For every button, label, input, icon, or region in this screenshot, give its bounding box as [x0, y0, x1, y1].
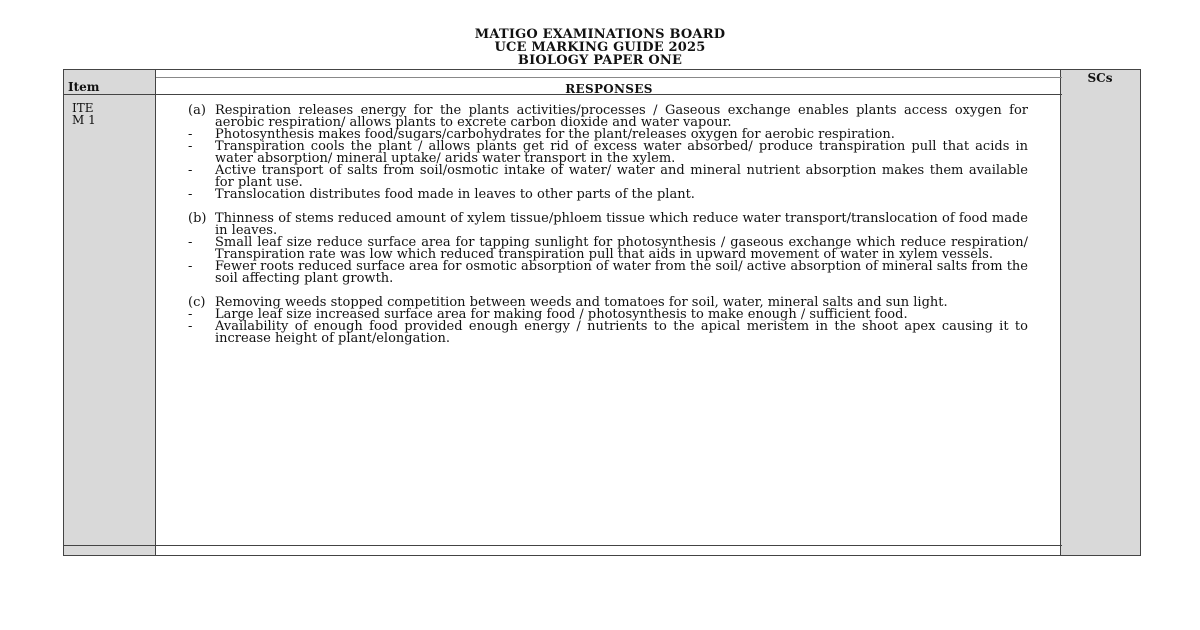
response-b-marker: (b) — [188, 211, 207, 226]
response-a-bullet-text: Translocation distributes food made in leaves to other parts of the plant. — [215, 187, 695, 202]
responses-body — [188, 105, 1028, 345]
response-c-bullet-text: Large leaf size increased surface area for making food / photosynthesis to make enough / sufficient food. — [215, 307, 908, 322]
board-title: MATIGO EXAMINATIONS BOARD — [474, 27, 726, 42]
response-c-bullet-text: Availability of enough food provided enough energy / nutrients to the apical meristem in the shoot apex causing it to increase height of plant/elongation. — [215, 319, 1028, 346]
bullet-dash: - — [188, 259, 193, 274]
responses-column-header: RESPONSES — [565, 82, 653, 96]
bullet-dash: - — [188, 127, 193, 142]
footer-rule — [64, 545, 1062, 546]
response-a-bullet-text: Transpiration cools the plant / allows plants get rid of excess water absorbed/ produce transpiration pull that acids in water absorption/ mineral uptake/ arids water transport in the xylem. — [215, 139, 1028, 166]
response-a-marker: (a) — [188, 103, 206, 118]
paper-title: BIOLOGY PAPER ONE — [517, 53, 683, 68]
guide-title: UCE MARKING GUIDE 2025 — [494, 40, 706, 55]
scs-column-header: SCs — [1087, 71, 1113, 85]
response-b — [188, 213, 1028, 237]
response-b-bullet-text: Small leaf size reduce surface area for tapping sunlight for photosynthesis / gaseous exchange which reduce respiration/ Transpiration rate was low which reduced transpiration pull that aids in upward movement of water in xylem vessels. — [215, 235, 1028, 262]
response-a-bullet — [188, 165, 1028, 189]
item-number — [72, 102, 96, 126]
document-header — [0, 28, 1200, 67]
response-a — [188, 105, 1028, 129]
item-column — [64, 70, 156, 555]
bullet-dash: - — [188, 139, 193, 154]
bullet-dash: - — [188, 307, 193, 322]
item-header-rule — [64, 94, 156, 95]
response-a-bullet — [188, 189, 1028, 201]
response-a-bullet-text: Photosynthesis makes food/sugars/carbohydrates for the plant/releases oxygen for aerobic respiration. — [215, 127, 895, 142]
item-number-line2: M 1 — [72, 113, 96, 127]
response-a-text: Respiration releases energy for the plants activities/processes / Gaseous exchange enables plants access oxygen for aerobic respiration/ allows plants to excrete carbon dioxide and water vapour. — [215, 103, 1028, 130]
header-top-rule — [156, 77, 1062, 78]
response-b-text: Thinness of stems reduced amount of xylem tissue/phloem tissue which reduce water transport/translocation of food made in leaves. — [215, 211, 1028, 238]
response-b-bullet — [188, 237, 1028, 261]
bullet-dash: - — [188, 187, 193, 202]
response-a-bullet — [188, 141, 1028, 165]
bullet-dash: - — [188, 319, 193, 334]
bullet-dash: - — [188, 163, 193, 178]
response-a-bullet-text: Active transport of salts from soil/osmotic intake of water/ water and mineral nutrient absorption makes them available for plant use. — [215, 163, 1028, 190]
item-column-header: Item — [68, 80, 100, 94]
response-b-bullet-text: Fewer roots reduced surface area for osmotic absorption of water from the soil/ active absorption of mineral salts from the soil affecting plant growth. — [215, 259, 1028, 286]
scs-column — [1060, 70, 1140, 555]
item-number-line1: ITE — [72, 101, 94, 115]
response-c-marker: (c) — [188, 295, 206, 310]
bullet-dash: - — [188, 235, 193, 250]
response-b-bullet — [188, 261, 1028, 285]
response-c-bullet — [188, 321, 1028, 345]
response-c-text: Removing weeds stopped competition between weeds and tomatoes for soil, water, mineral salts and sun light. — [215, 295, 948, 310]
